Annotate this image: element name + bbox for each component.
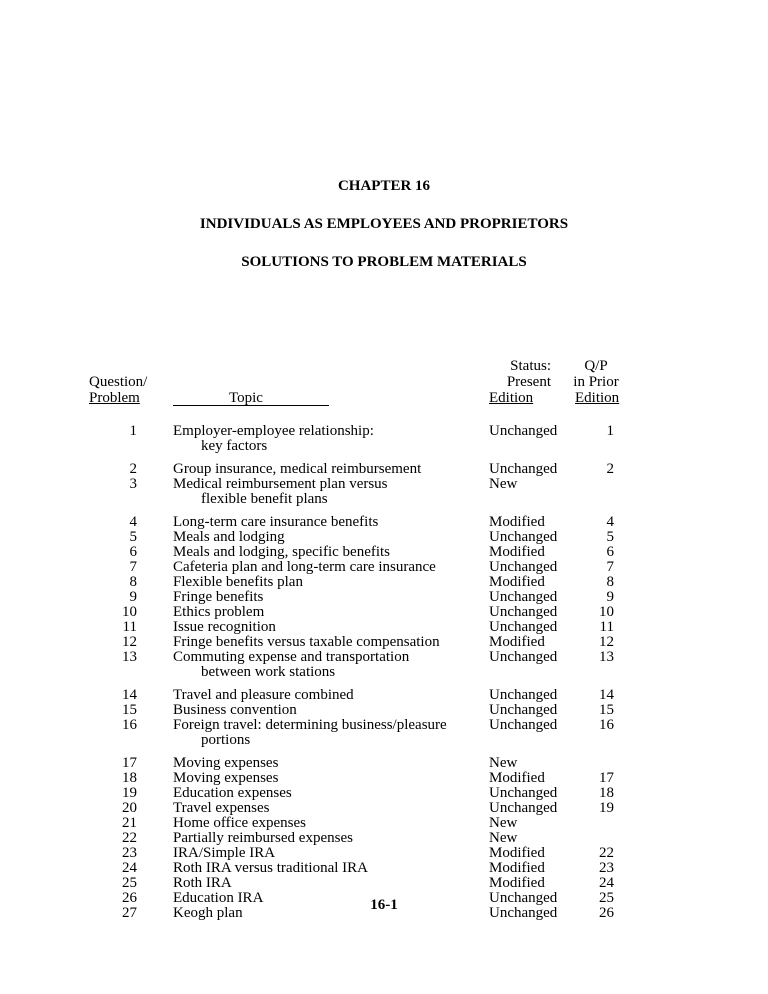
status-value: Unchanged: [489, 619, 558, 635]
status-value: New: [489, 830, 518, 846]
topic-text: [173, 605, 473, 620]
topic-line: Education IRA: [173, 890, 264, 906]
question-number: 15: [122, 702, 137, 718]
table-row: [0, 816, 768, 831]
topic-line: Meals and lodging: [173, 529, 285, 545]
question-header-line2: Problem: [89, 390, 140, 406]
topic-text: [173, 530, 473, 545]
prior-edition-number: 10: [599, 604, 614, 620]
status-value: Unchanged: [489, 702, 558, 718]
topic-text: [173, 462, 473, 477]
question-number: 9: [129, 589, 137, 605]
table-row: [0, 560, 768, 575]
question-number: 7: [129, 559, 137, 575]
topic-line: Group insurance, medical reimbursement: [173, 461, 422, 477]
topic-text: [173, 635, 473, 650]
status-value: Unchanged: [489, 461, 558, 477]
prior-edition-number: 23: [599, 860, 614, 876]
topic-line: Education expenses: [173, 785, 292, 801]
section-subtitle: SOLUTIONS TO PROBLEM MATERIALS: [241, 254, 527, 270]
topic-line: Moving expenses: [173, 755, 279, 771]
question-number: 25: [122, 875, 137, 891]
table-row: [0, 530, 768, 545]
question-number: 24: [122, 860, 137, 876]
topic-header: Topic: [229, 390, 263, 406]
status-value: New: [489, 476, 518, 492]
topic-text: [173, 786, 473, 801]
question-number: 13: [122, 649, 137, 665]
question-number: 17: [122, 755, 137, 771]
table-row: [0, 703, 768, 718]
prior-edition-number: 26: [599, 905, 614, 921]
prior-edition-number: 4: [606, 514, 614, 530]
table-row: [0, 718, 768, 748]
status-value: Modified: [489, 770, 545, 786]
question-number: 11: [122, 619, 137, 635]
prior-edition-number: 24: [599, 875, 614, 891]
topic-continuation: portions: [201, 732, 251, 748]
table-row: [0, 575, 768, 590]
status-value: Unchanged: [489, 800, 558, 816]
table-row: [0, 635, 768, 650]
topic-line: Long-term care insurance benefits: [173, 514, 379, 530]
status-value: New: [489, 755, 518, 771]
status-value: Modified: [489, 845, 545, 861]
status-value: Unchanged: [489, 905, 558, 921]
table-row: [0, 515, 768, 530]
status-value: Unchanged: [489, 687, 558, 703]
topic-line: Keogh plan: [173, 905, 243, 921]
question-number: 14: [122, 687, 137, 703]
question-number: 4: [129, 514, 137, 530]
table-row: [0, 801, 768, 816]
table-row: [0, 545, 768, 560]
question-number: 5: [129, 529, 137, 545]
topic-text: [173, 861, 473, 876]
topic-line: Business convention: [173, 702, 297, 718]
question-number: 22: [122, 830, 137, 846]
topic-line: Travel expenses: [173, 800, 270, 816]
status-header-line3: Edition: [489, 390, 534, 406]
status-value: Modified: [489, 634, 545, 650]
topic-line: Fringe benefits: [173, 589, 264, 605]
table-row: [0, 861, 768, 876]
status-value: Modified: [489, 875, 545, 891]
topic-line: Roth IRA versus traditional IRA: [173, 860, 368, 876]
status-value: Modified: [489, 574, 545, 590]
topic-line: Partially reimbursed expenses: [173, 830, 353, 846]
prior-edition-number: 2: [606, 461, 614, 477]
table-row: [0, 605, 768, 620]
topic-line: Issue recognition: [173, 619, 276, 635]
status-value: Unchanged: [489, 589, 558, 605]
question-number: 27: [122, 905, 137, 921]
table-row: [0, 846, 768, 861]
prior-edition-number: 15: [599, 702, 614, 718]
topic-text: [173, 801, 473, 816]
question-number: 16: [122, 717, 137, 733]
question-number: 23: [122, 845, 137, 861]
prior-edition-number: 14: [599, 687, 614, 703]
status-value: Unchanged: [489, 649, 558, 665]
table-row: [0, 831, 768, 846]
topic-text: [173, 771, 473, 786]
question-number: 8: [129, 574, 137, 590]
topic-line: Moving expenses: [173, 770, 279, 786]
topic-line: Roth IRA: [173, 875, 232, 891]
table-row: [0, 620, 768, 635]
topic-text: [173, 688, 473, 703]
status-value: Unchanged: [489, 529, 558, 545]
prior-edition-number: 11: [599, 619, 614, 635]
topic-text: [173, 816, 473, 831]
topic-line: Meals and lodging, specific benefits: [173, 544, 391, 560]
question-number: 1: [129, 423, 137, 439]
status-value: Unchanged: [489, 890, 558, 906]
question-number: 26: [122, 890, 137, 906]
topic-text: [173, 620, 473, 635]
question-number: 20: [122, 800, 137, 816]
topic-text: [173, 846, 473, 861]
table-row: [0, 771, 768, 786]
prior-edition-number: 19: [599, 800, 614, 816]
prior-edition-number: 17: [599, 770, 614, 786]
topic-text: [173, 477, 473, 507]
table-row: [0, 477, 768, 507]
prior-header-line2: in Prior: [573, 374, 619, 390]
prior-header-line1: Q/P: [584, 358, 608, 374]
topic-line: Commuting expense and transportation: [173, 649, 410, 665]
question-number: 3: [129, 476, 137, 492]
topic-text: [173, 515, 473, 530]
prior-edition-number: 16: [599, 717, 614, 733]
prior-edition-number: 7: [606, 559, 614, 575]
topic-line: Fringe benefits versus taxable compensation: [173, 634, 440, 650]
topic-text: [173, 560, 473, 575]
topic-text: [173, 575, 473, 590]
prior-edition-number: 5: [606, 529, 614, 545]
status-value: Unchanged: [489, 559, 558, 575]
prior-edition-number: 25: [599, 890, 614, 906]
table-row: [0, 650, 768, 680]
prior-edition-number: 1: [606, 423, 614, 439]
topic-line: Ethics problem: [173, 604, 265, 620]
topic-line: IRA/Simple IRA: [173, 845, 276, 861]
prior-edition-number: 8: [606, 574, 614, 590]
prior-edition-number: 13: [599, 649, 614, 665]
topic-continuation: flexible benefit plans: [201, 491, 328, 507]
question-number: 6: [129, 544, 137, 560]
prior-edition-number: 22: [599, 845, 614, 861]
topic-continuation: key factors: [201, 438, 268, 454]
prior-edition-number: 18: [599, 785, 614, 801]
status-value: Unchanged: [489, 717, 558, 733]
table-row: [0, 688, 768, 703]
topic-text: [173, 718, 473, 748]
topic-line: Flexible benefits plan: [173, 574, 303, 590]
table-row: [0, 424, 768, 454]
topic-text: [173, 424, 473, 454]
topic-line: Foreign travel: determining business/pleasure: [173, 717, 447, 733]
status-value: Unchanged: [489, 423, 558, 439]
table-row: [0, 876, 768, 891]
question-number: 10: [122, 604, 137, 620]
problem-table: [0, 424, 768, 921]
topic-line: Cafeteria plan and long-term care insurance: [173, 559, 436, 575]
chapter-number: CHAPTER 16: [337, 178, 431, 194]
topic-text: [173, 876, 473, 891]
prior-header-line3: Edition: [575, 390, 620, 406]
status-header-line1: Status:: [510, 358, 551, 374]
topic-text: [173, 831, 473, 846]
question-number: 19: [122, 785, 137, 801]
row-spacer: [0, 507, 768, 515]
prior-edition-number: 6: [606, 544, 614, 560]
topic-continuation: between work stations: [201, 664, 336, 680]
question-number: 21: [122, 815, 137, 831]
question-number: 12: [122, 634, 137, 650]
topic-line: Travel and pleasure combined: [173, 687, 354, 703]
prior-edition-number: 9: [606, 589, 614, 605]
chapter-title: INDIVIDUALS AS EMPLOYEES AND PROPRIETORS: [199, 216, 569, 232]
status-value: Unchanged: [489, 785, 558, 801]
topic-text: [173, 703, 473, 718]
status-value: Modified: [489, 860, 545, 876]
question-header-line1: Question/: [89, 374, 148, 390]
status-header-line2: Present: [506, 374, 551, 390]
table-row: [0, 462, 768, 477]
topic-line: Medical reimbursement plan versus: [173, 476, 388, 492]
status-value: New: [489, 815, 518, 831]
topic-text: [173, 590, 473, 605]
question-number: 2: [129, 461, 137, 477]
row-spacer: [0, 680, 768, 688]
row-spacer: [0, 748, 768, 756]
status-value: Modified: [489, 544, 545, 560]
table-row: [0, 786, 768, 801]
topic-text: [173, 756, 473, 771]
page-number: 16-1: [370, 897, 398, 913]
table-row: [0, 756, 768, 771]
topic-text: [173, 650, 473, 680]
status-value: Modified: [489, 514, 545, 530]
table-row: [0, 590, 768, 605]
topic-text: [173, 545, 473, 560]
status-value: Unchanged: [489, 604, 558, 620]
topic-line: Employer-employee relationship:: [173, 423, 374, 439]
question-number: 18: [122, 770, 137, 786]
prior-edition-number: 12: [599, 634, 614, 650]
topic-line: Home office expenses: [173, 815, 307, 831]
